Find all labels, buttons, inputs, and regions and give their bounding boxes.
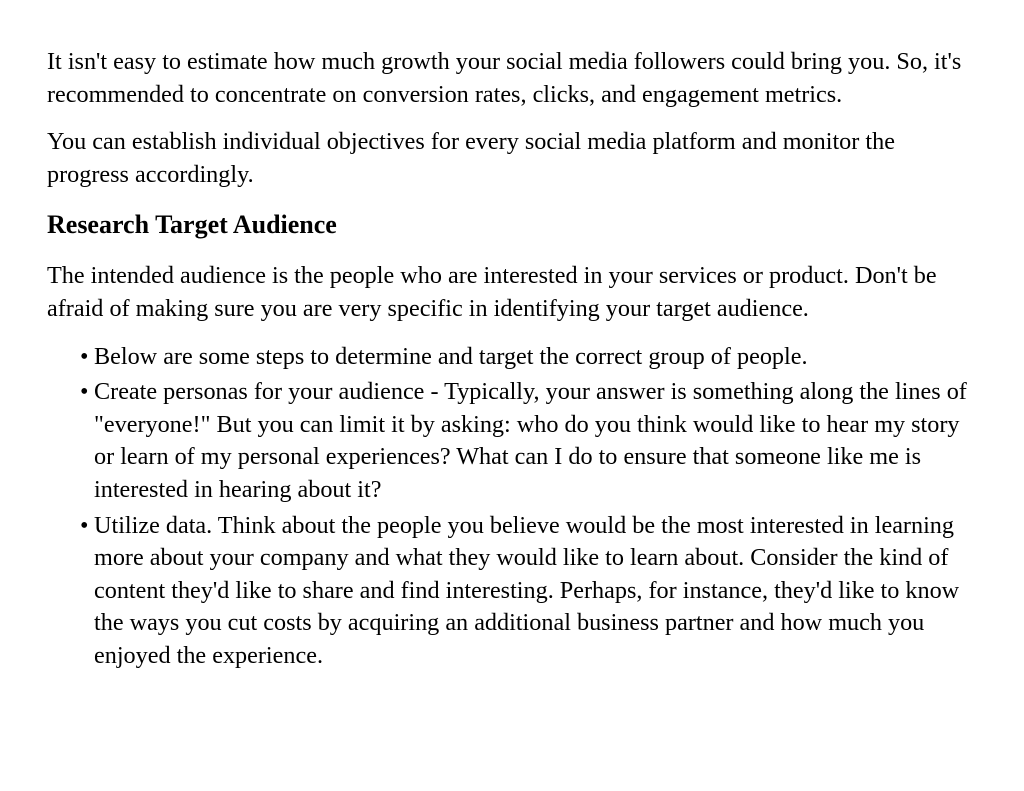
list-item [80, 341, 982, 374]
list-item-text: Below are some steps to determine and target the correct group of people. [94, 342, 808, 370]
section-heading: Research Target Audience [47, 210, 337, 240]
paragraph-platform-objectives: You can establish individual objectives for every social media platform and monitor the progress accordingly. [47, 128, 895, 188]
list-item-text: Utilize data. Think about the people you believe would be the most interested in learning more about your company and what they would like to learn about. Consider the kind of content they'd like to share and find interesting. Perhaps, for instance, they'd like to know the ways you cut costs by acquiring an additional business partner and how much you enjoyed the experience. [94, 511, 960, 669]
bullet-list [47, 341, 982, 673]
bullet-marker: • [80, 511, 89, 539]
document-body [47, 46, 982, 676]
list-item [80, 510, 982, 673]
paragraph-audience-intro: The intended audience is the people who are interested in your services or product. Don't be afraid of making sure you are very specific in identifying your target audience. [47, 262, 937, 322]
list-item [80, 376, 982, 506]
paragraph-growth-estimate: It isn't easy to estimate how much growth your social media followers could bring you. So, it's recommended to concentrate on conversion rates, clicks, and engagement metrics. [47, 48, 962, 108]
bullet-marker: • [80, 342, 89, 370]
list-item-text: Create personas for your audience - Typically, your answer is something along the lines of "everyone!" But you can limit it by asking: who do you think would like to hear my story or learn of my personal experiences? What can I do to ensure that someone like me is interested in hearing about it? [94, 378, 967, 503]
bullet-marker: • [80, 378, 89, 406]
